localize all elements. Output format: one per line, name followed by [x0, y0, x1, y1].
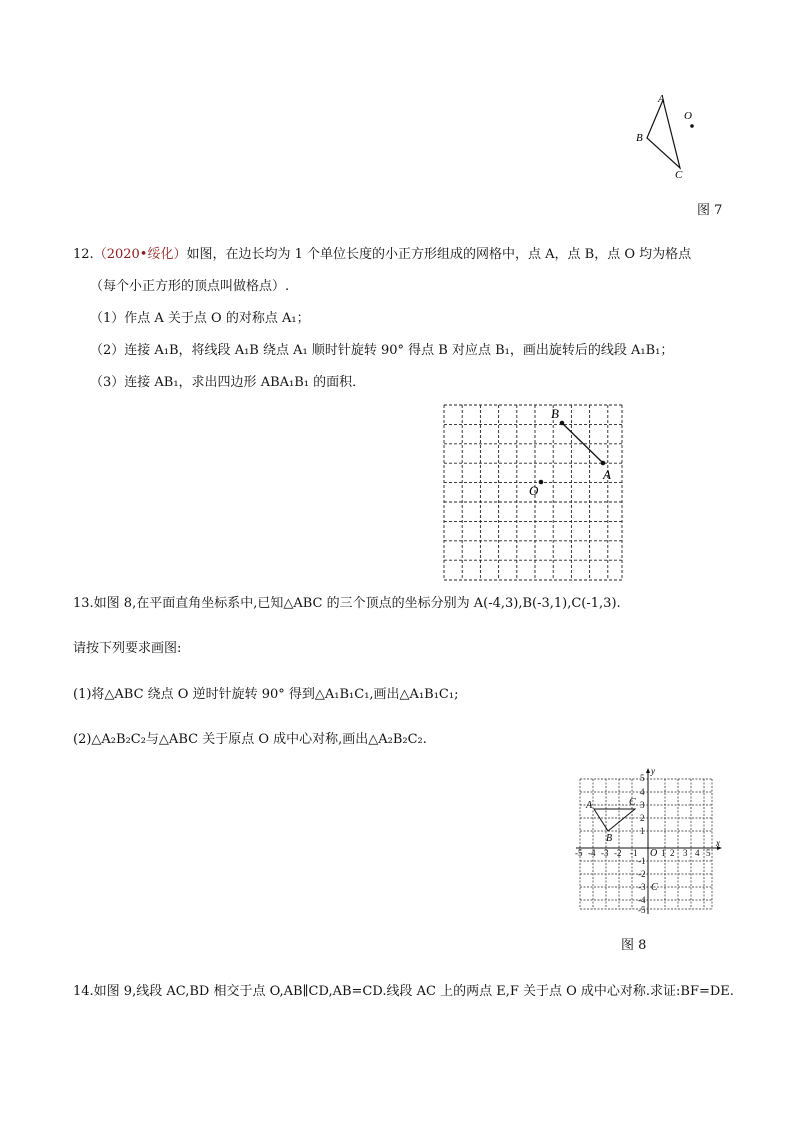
label-c: C — [675, 169, 683, 181]
q13-item2: (2)△A₂B₂C₂与△ABC 关于原点 O 成中心对称,画出△A₂B₂C₂. — [73, 732, 427, 747]
x-axis-label: x — [716, 838, 720, 848]
x-tick-neg3: -3 — [601, 848, 609, 858]
y-tick-3: 3 — [640, 800, 645, 810]
segment-ab — [562, 423, 603, 463]
q12-grid-figure — [440, 400, 630, 585]
triangle-abc — [594, 809, 635, 831]
origin-label: O — [650, 848, 658, 859]
x-tick-4: 4 — [695, 848, 700, 858]
y-axis-arrow — [646, 768, 650, 773]
point-label-c: C — [629, 797, 636, 808]
y-tick-5: 5 — [640, 773, 645, 783]
q12-item2: （2）连接 A₁B，将线段 A₁B 绕点 A₁ 顺时针旋转 90° 得点 B 对应点 B₁，画出旋转后的线段 A₁B₁； — [90, 343, 674, 358]
y-tick-neg2: -2 — [638, 869, 646, 879]
y-axis-label: y — [651, 766, 655, 776]
y-tick-1: 1 — [640, 826, 645, 836]
q12-item1: （1）作点 A 关于点 O 的对称点 A₁； — [90, 311, 310, 326]
x-tick-5: 5 — [706, 848, 711, 858]
q12-line2: （每个小正方形的顶点叫做格点）. — [90, 279, 290, 294]
x-tick-3: 3 — [683, 848, 688, 858]
x-tick-neg2: -2 — [614, 848, 622, 858]
point-label-b: B — [606, 833, 613, 844]
point-o-dot — [690, 124, 694, 128]
q13-line2: 请按下列要求画图: — [73, 641, 182, 656]
point-label-a: A — [586, 800, 593, 811]
point-a-dot — [601, 461, 606, 466]
label-a: A — [658, 93, 665, 105]
figure-7-caption: 图 7 — [697, 203, 723, 218]
point-b-dot — [560, 421, 565, 426]
y-tick-neg4: -4 — [638, 895, 646, 905]
q12-source: （2020•绥化） — [93, 247, 187, 262]
y-tick-neg1: -1 — [638, 856, 646, 866]
y-tick-neg3: -3 — [638, 882, 646, 892]
label-b: B — [636, 132, 643, 144]
y-tick-4: 4 — [640, 787, 645, 797]
figure-7 — [620, 88, 740, 188]
q13-dashed-grid — [580, 779, 712, 909]
x-tick-neg5: -5 — [575, 848, 583, 858]
q13-item1: (1)将△ABC 绕点 O 逆时针旋转 90° 得到△A₁B₁C₁,画出△A₁B₁C₁; — [73, 687, 459, 702]
point-label-c-lower: C — [651, 882, 658, 893]
label-o: O — [684, 110, 692, 122]
figure-8-caption: 图 8 — [621, 938, 647, 953]
q13-coordinate-grid — [572, 764, 732, 916]
q13-line1: 13.如图 8,在平面直角坐标系中,已知△ABC 的三个顶点的坐标分别为 A(-4,3),B(-3,1),C(-1,3). — [73, 596, 621, 611]
y-tick-neg5: -5 — [638, 905, 646, 915]
y-tick-2: 2 — [640, 813, 645, 823]
x-tick-neg4: -4 — [588, 848, 596, 858]
x-tick-1: 1 — [661, 848, 666, 858]
q14-line1: 14.如图 9,线段 AC,BD 相交于点 O,AB∥CD,AB=CD.线段 AC 上的两点 E,F 关于点 O 成中心对称.求证:BF=DE. — [73, 984, 734, 999]
q12-line1-text: 如图，在边长均为 1 个单位长度的小正方形组成的网格中，点 A，点 B，点 O 均为格点 — [186, 247, 692, 262]
x-tick-neg1: -1 — [630, 848, 638, 858]
grid-label-b: B — [551, 406, 559, 421]
q12-item3: （3）连接 AB₁，求出四边形 ABA₁B₁ 的面积． — [90, 375, 366, 390]
q12-number: 12. — [73, 247, 94, 262]
x-tick-2: 2 — [670, 848, 675, 858]
triangle-abc — [647, 100, 680, 168]
grid-label-a: A — [603, 467, 611, 482]
grid-label-o: O — [529, 483, 539, 498]
point-o-dot — [539, 480, 544, 485]
q12-line1 — [73, 247, 691, 263]
